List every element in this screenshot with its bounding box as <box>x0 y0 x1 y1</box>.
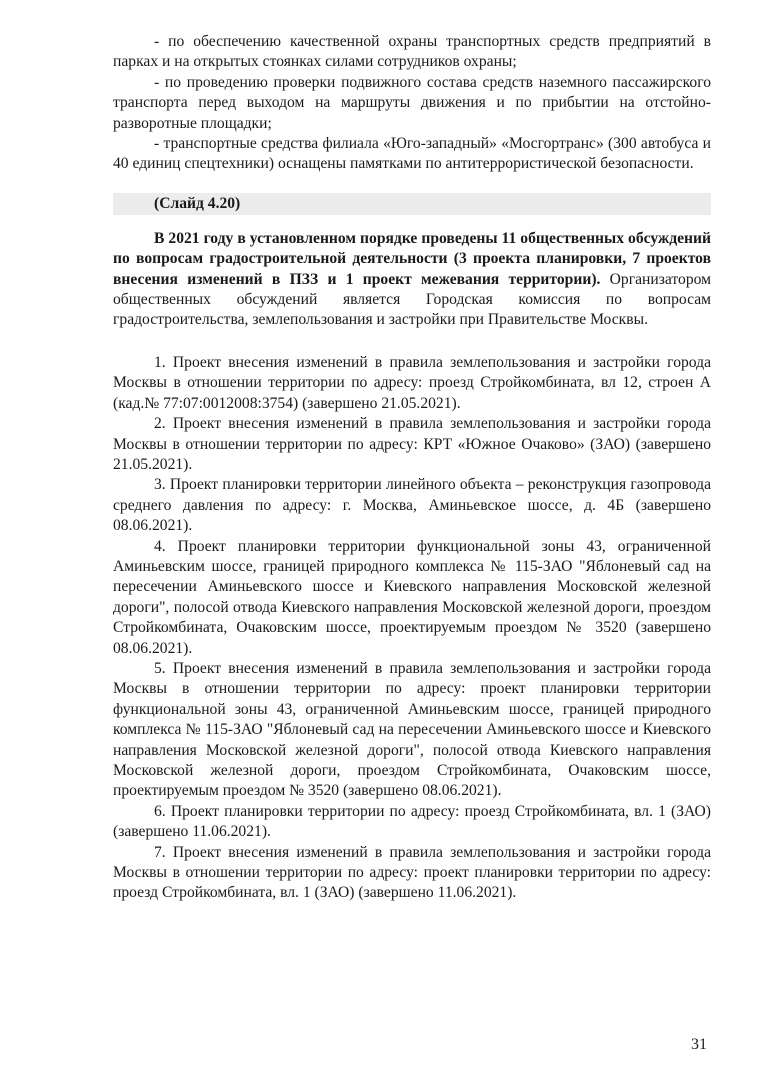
project-item-2: 2. Проект внесения изменений в правила землепользования и застройки города Москвы в отношении территории по адресу: КРТ «Южное Очаково» (ЗАО) (завершено 21.05.2021). <box>113 415 711 473</box>
summary-normal-text: Организатором общественных обсуждений является Городская комиссия по вопросам градостроительства, землепользования и застройки при Правительстве Москвы. <box>113 270 711 329</box>
project-item-4: 4. Проект планировки территории функциональной зоны 43, ограниченной Аминьевским шоссе, границей природного комплекса № 115-ЗАО "Яблоневый сад на пересечении Аминьевского шоссе и Киевского направления Московской железной дороги", полосой отвода Киевского направления Московской железной дороги, проездом Стройкомбината, Очаковским шоссе, проектируемым проездом № 3520 (завершено 08.06.2021). <box>113 537 711 657</box>
public-hearings-summary <box>113 229 711 331</box>
security-item-guarding: - по обеспечению качественной охраны транспортных средств предприятий в парках и на открытых стоянках силами сотрудников охраны; <box>113 33 711 71</box>
security-item-memos: - транспортные средства филиала «Юго-западный» «Мосгортранс» (300 автобуса и 40 единиц спецтехники) оснащены памятками по антитеррористической безопасности. <box>113 135 711 173</box>
security-item-inspection: - по проведению проверки подвижного состава средств наземного пассажирского транспорта перед выходом на маршруты движения и по прибытии на отстойно-разворотные площадки; <box>113 73 711 132</box>
project-item-3: 3. Проект планировки территории линейного объекта – реконструкция газопровода среднего давления по адресу: г. Москва, Аминьевское шоссе, д. 4Б (завершено 08.06.2021). <box>113 476 711 535</box>
slide-label: (Слайд 4.20) <box>113 193 711 215</box>
summary-bold-text: В 2021 году в установленном порядке проведены 11 общественных обсуждений по вопросам градостроительной деятельности (3 проекта планировки, 7 проектов внесения изменений в ПЗЗ и 1 проект межевания территории). <box>113 229 711 288</box>
page-number: 31 <box>691 1036 707 1053</box>
project-item-1: 1. Проект внесения изменений в правила землепользования и застройки города Москвы в отношении территории по адресу: проезд Стройкомбината, вл 12, строен А (кад.№ 77:07:0012008:3754) (завершено 21.05.2021). <box>113 353 711 412</box>
spacer <box>113 331 711 353</box>
document-page <box>113 32 711 904</box>
spacer <box>113 175 711 193</box>
spacer <box>113 215 711 229</box>
project-item-7: 7. Проект внесения изменений в правила землепользования и застройки города Москвы в отношении территории по адресу: проект планировки территории по адресу: проезд Стройкомбината, вл. 1 (ЗАО) (завершено 11.06.2021). <box>113 843 711 902</box>
project-item-6: 6. Проект планировки территории по адресу: проезд Стройкомбината, вл. 1 (ЗАО) (завершено 11.06.2021). <box>113 802 711 841</box>
project-item-5: 5. Проект внесения изменений в правила землепользования и застройки города Москвы в отношении территории по адресу: проект планировки территории функциональной зоны 43, ограниченной Аминьевским шоссе, границей природного комплекса № 115-ЗАО "Яблоневый сад на пересечении Аминьевского шоссе и Киевского направления Московской железной дороги", полосой отвода Киевского направления Московской железной дороги, проездом Стройкомбината, Очаковским шоссе, проектируемым проездом № 3520 (завершено 08.06.2021). <box>113 659 711 800</box>
